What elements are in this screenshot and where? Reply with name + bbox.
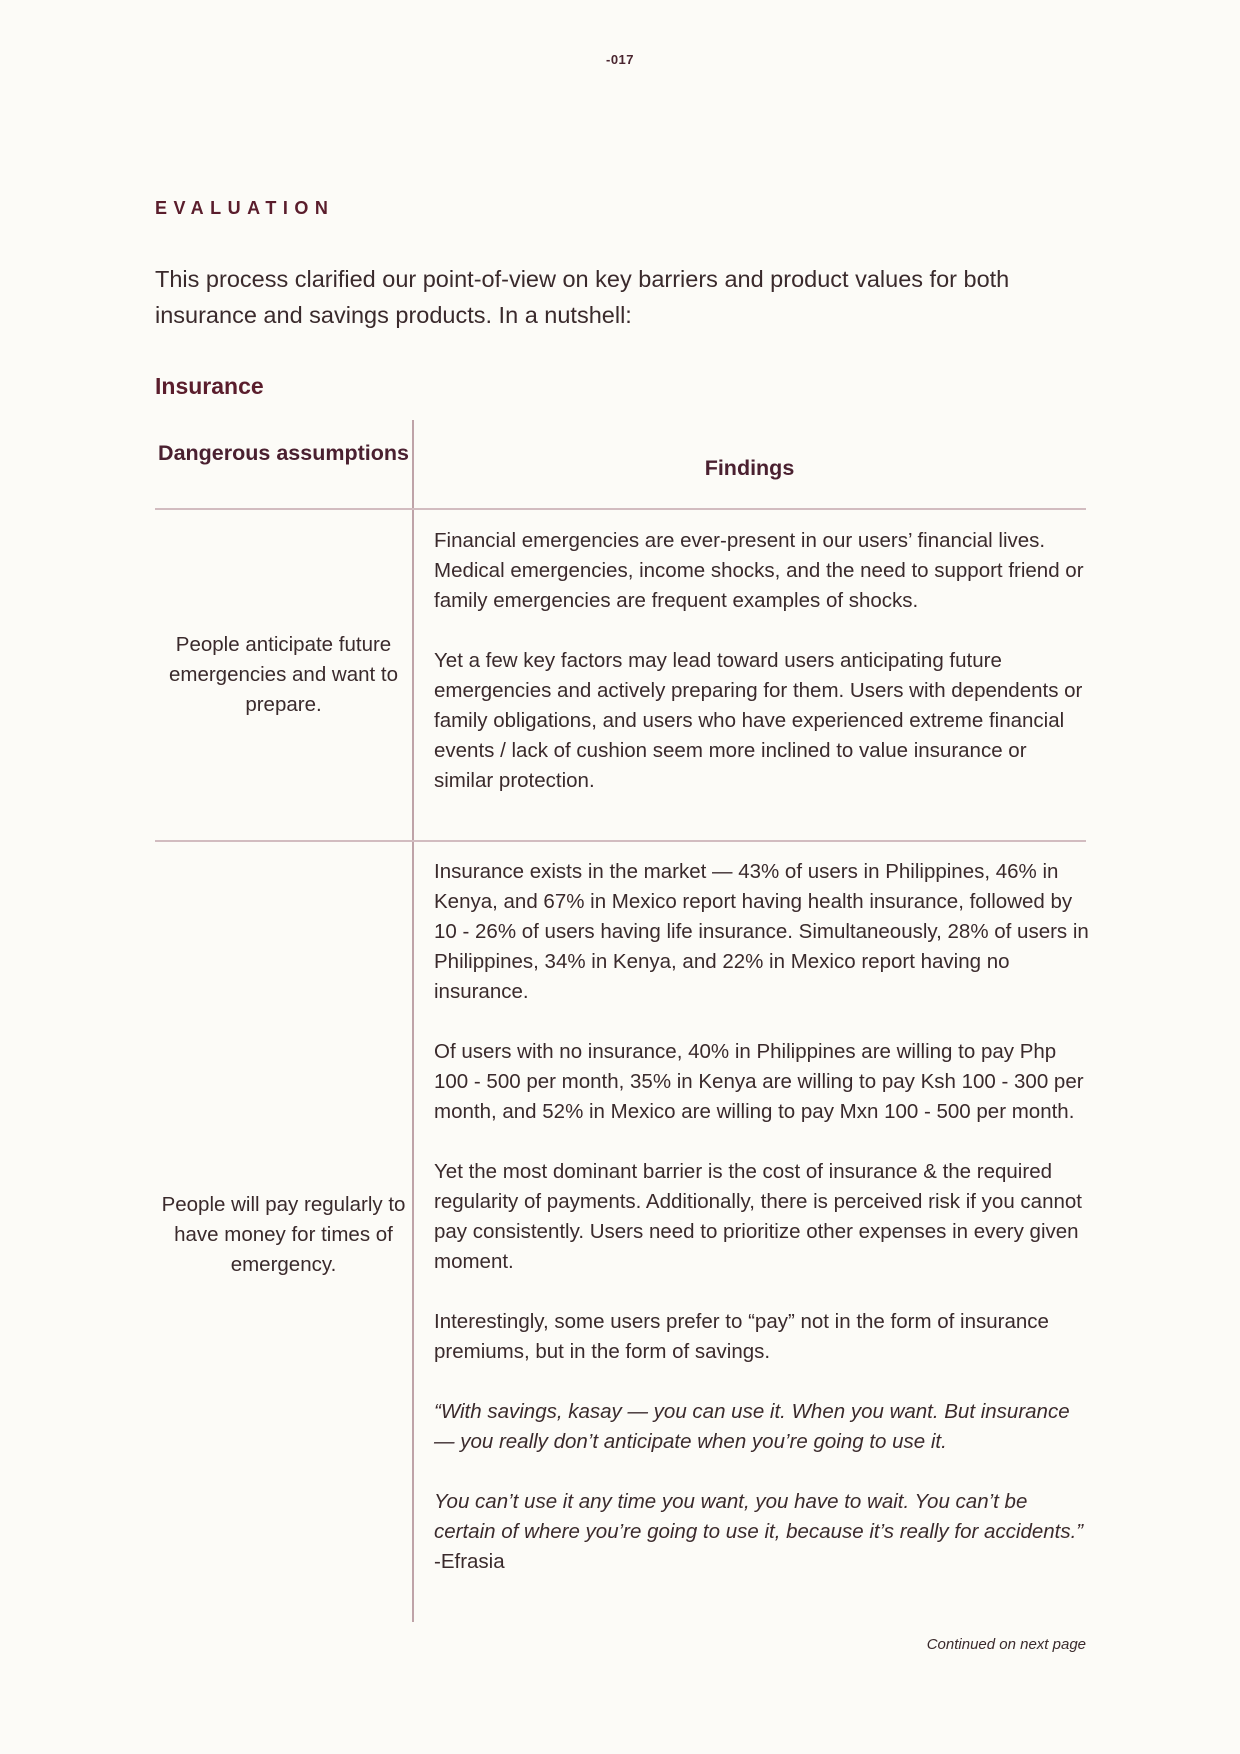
user-quote: “With savings, kasay — you can use it. When you want. But insurance — you really don’t anticipate when you’re going to use it. <box>434 1400 1070 1453</box>
insurance-table <box>155 420 1089 1622</box>
insurance-heading: Insurance <box>155 373 264 399</box>
quote-attribution: -Efrasia <box>434 1550 505 1573</box>
user-quote-continued <box>434 1487 1089 1577</box>
continued-note: Continued on next page <box>926 1636 1086 1653</box>
section-heading: EVALUATION <box>155 198 335 218</box>
finding-paragraph: Yet the most dominant barrier is the cost of insurance & the required regularity of payments. Additionally, there is perceived risk if you cannot pay consistently. Users need to prioritize other expenses in every given moment. <box>434 1160 1082 1273</box>
assumption-cell: People anticipate future emergencies and want to prepare. <box>168 633 399 716</box>
page-number: -017 <box>605 52 635 67</box>
assumption-cell: People will pay regularly to have money for times of emergency. <box>161 1193 406 1276</box>
findings-cell <box>434 857 1089 1577</box>
finding-paragraph: Financial emergencies are ever-present in our users’ financial lives. Medical emergencies, income shocks, and the need to support friend or family emergencies are frequent examples of shocks. <box>434 529 1084 612</box>
finding-paragraph: Insurance exists in the market — 43% of users in Philippines, 46% in Kenya, and 67% in Mexico report having health insurance, followed by 10 - 26% of users having life insurance. Simultaneously, 28% of users in Philippines, 34% in Kenya, and 22% in Mexico report having no insurance. <box>434 860 1089 1003</box>
user-quote-text: You can’t use it any time you want, you have to wait. You can’t be certain of where you’re going to use it, because it’s really for accidents.” <box>434 1490 1084 1543</box>
header-findings: Findings <box>704 456 795 480</box>
findings-cell <box>434 526 1089 796</box>
column-divider <box>412 420 414 1622</box>
finding-paragraph: Of users with no insurance, 40% in Philippines are willing to pay Php 100 - 500 per month, 35% in Kenya are willing to pay Ksh 100 - 300 per month, and 52% in Mexico are willing to pay Mxn 100 - 500 per month. <box>434 1040 1084 1123</box>
row-divider <box>155 508 1086 510</box>
finding-paragraph: Yet a few key factors may lead toward users anticipating future emergencies and actively preparing for them. Users with dependents or family obligations, and users who have experienced extreme financial events / lack of cushion seem more inclined to value insurance or similar protection. <box>434 649 1083 792</box>
intro-paragraph: This process clarified our point-of-view on key barriers and product values for both insurance and savings products. In a nutshell: <box>155 266 1010 328</box>
row-divider <box>155 840 1086 842</box>
header-dangerous-assumptions: Dangerous assumptions <box>158 441 409 465</box>
finding-paragraph: Interestingly, some users prefer to “pay” not in the form of insurance premiums, but in the form of savings. <box>434 1310 1049 1363</box>
